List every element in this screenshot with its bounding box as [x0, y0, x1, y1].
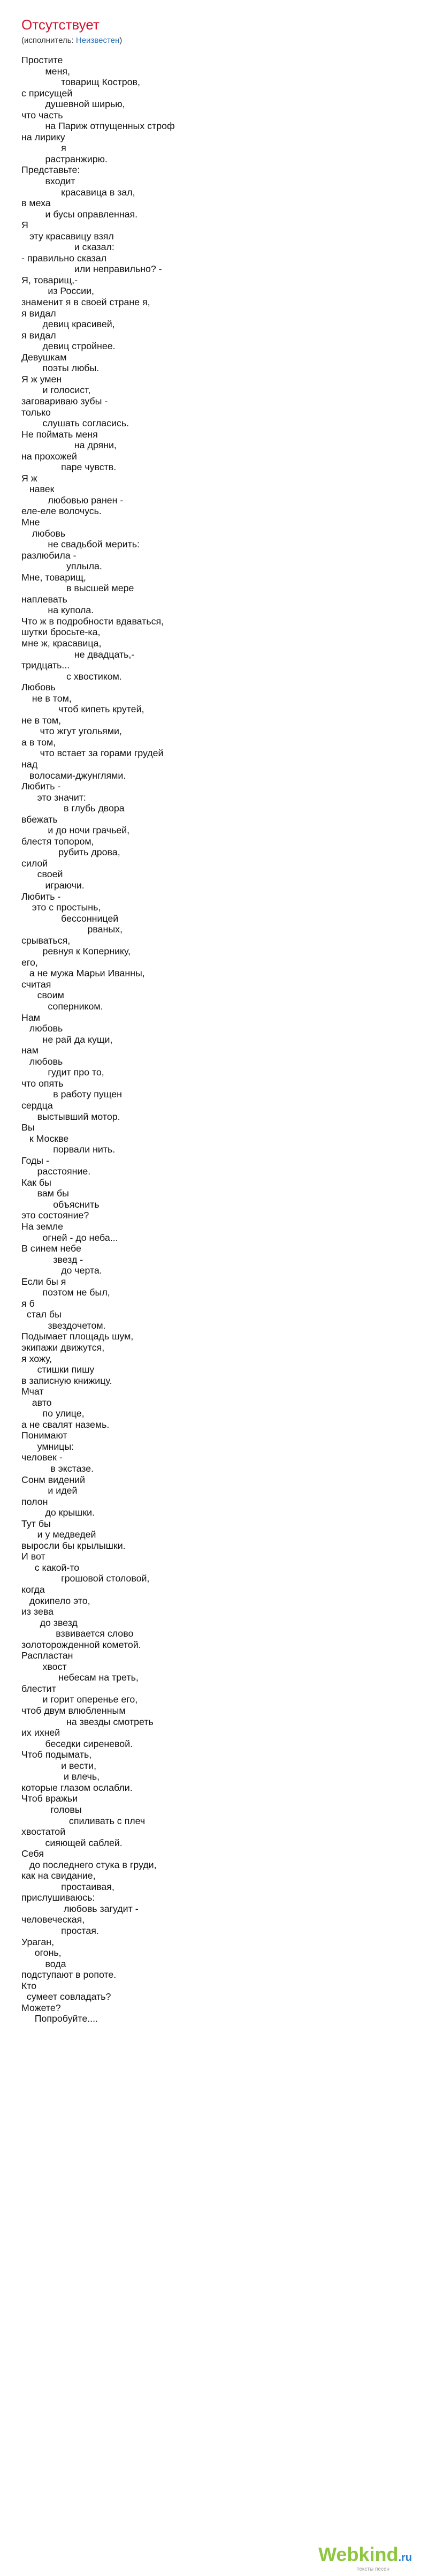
lyrics-text: Простите меня, товарищ Костров, с присущей душевной ширью, что часть на Париж отпущенных строф на лирику я растранжирю. Представьте: входит красавица в зал, в меха и бусы оправленная. Я эту красавицу взял и сказал: - правильно сказал или неправильно? - Я, товарищ,- из России, знаменит я в своей стране я, я видал девиц красивей, я видал девиц стройнее. Девушкам поэты любы. Я ж умен и голосист, заговариваю зубы - только слушать согласись. Не поймать меня на дряни, на прохожей паре чувств. Я ж навек любовью ранен - еле-еле волочусь. Мне любовь не свадьбой мерить: разлюбила - уплыла. Мне, товарищ, в высшей мере наплевать на купола. Что ж в подробности вдаваться, шутки бросьте-ка, мне ж, красавица, не двадцать,- тридцать... с хвостиком. Любовь не в том, чтоб кипеть крутей, не в том, что жгут угольями, а в том, что встает за горами грудей над волосами-джунглями. Любить - это значит: в глубь двора вбежать и до ночи грачьей, блестя топором, рубить дрова, силой своей играючи. Любить - это с простынь, бессонницей рваных, срываться, ревнуя к Копернику, его, а не мужа Марьи Иванны, считая своим соперником. Нам любовь не рай да кущи, нам любовь гудит про то, что опять в работу пущен сердца выстывший мотор. Вы к Москве порвали нить. Годы - расстояние. Как бы вам бы объяснить это состояние? На земле огней - до неба... В синем небе звезд - до черта. Если бы я поэтом не был, я б стал бы звездочетом. Подымает площадь шум, экипажи движутся, я хожу, стишки пишу в записную книжицу. Мчат авто по улице, а не свалят наземь. Понимают умницы: человек - в экстазе. Сонм видений и идей полон до крышки. Тут бы и у медведей выросли бы крылышки. И вот с какой-то грошовой столовой, когда докипело это, из зева до звезд взвивается слово золоторожденной кометой. Распластан хвост небесам на треть, блестит и горит оперенье его, чтоб двум влюбленным на звезды смотреть их ихней беседки сиреневой. Чтоб подымать, и вести, и влечь, которые глазом ослабли. Чтоб вражьи головы спиливать с плеч хвостатой сияющей саблей. Себя до последнего стука в груди, как на свидание, простаивая, прислушиваюсь: любовь загудит - человеческая, простая. Ураган, огонь, вода подступают в ропоте. Кто сумеет совладать? Можете? Попробуйте....: [21, 55, 175, 2024]
site-logo[interactable]: [318, 2544, 412, 2569]
artist-line: [21, 35, 122, 46]
logo-suffix: .ru: [398, 2552, 412, 2564]
artist-suffix: ): [119, 36, 123, 45]
logo-name: Webkind: [318, 2543, 399, 2565]
song-title: Отсутствует: [21, 17, 100, 33]
artist-link[interactable]: Неизвестен: [75, 36, 120, 45]
artist-prefix: (исполнитель:: [21, 36, 76, 45]
logo-tagline: тексты песен: [356, 2566, 389, 2572]
